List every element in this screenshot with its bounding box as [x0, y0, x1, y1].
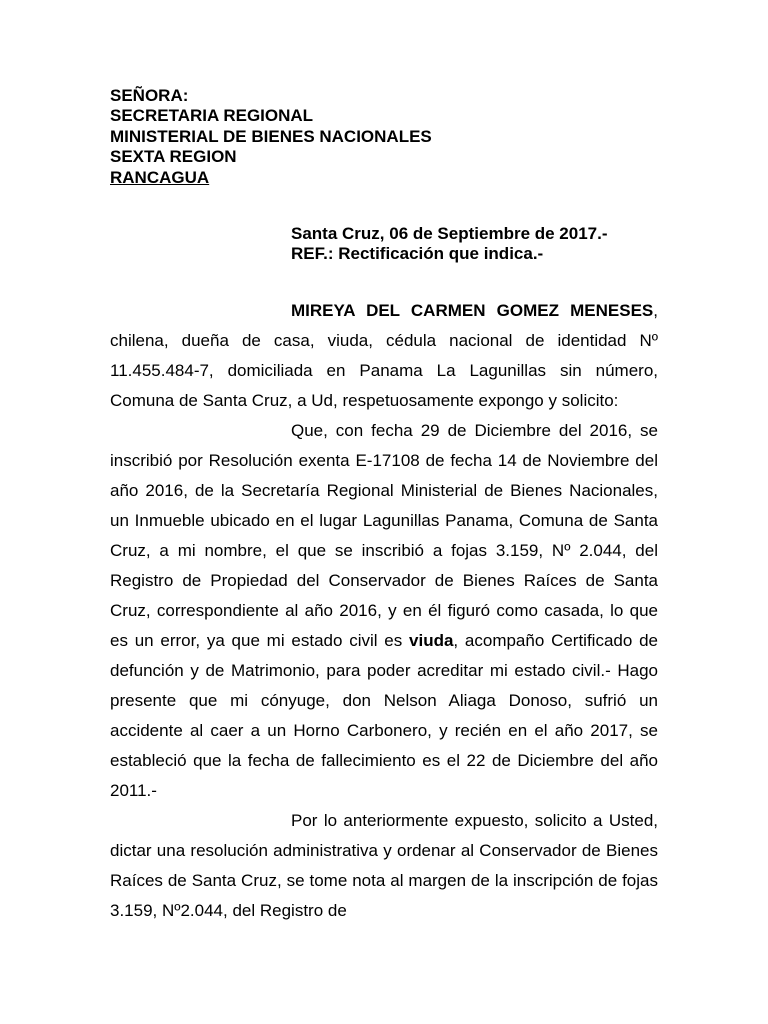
civil-status-word: viuda [409, 631, 454, 650]
addressee-title: SECRETARIA REGIONAL [110, 106, 314, 126]
addressee-city: RANCAGUA [110, 167, 210, 187]
ref-line: REF.: Rectificación que indica.- [291, 244, 544, 264]
paragraph-request-text: Por lo anteriormente expuesto, solicito a Usted, dictar una resolución administrativa y ordenar al Conservador de Bienes Raíces de Santa Cruz, se tome nota al margen de la inscripción de fojas 3.159, Nº2.044, del Registro de [110, 811, 658, 920]
applicant-name: MIREYA DEL CARMEN GOMEZ MENESES [291, 301, 654, 320]
paragraph-facts-text-after: , acompaño Certificado de defunción y de Matrimonio, para poder acreditar mi estado civil.- Hago presente que mi cónyuge, don Nelson Aliaga Donoso, sufrió un accidente al caer a un Horno Carbonero, y recién en el año 2017, se estableció que la fecha de fallecimiento es el 22 de Diciembre del año 2011.- [110, 631, 658, 800]
addressee-salutation: SEÑORA: [110, 86, 189, 105]
date-line: Santa Cruz, 06 de Septiembre de 2017.- [291, 224, 608, 243]
paragraph-request [110, 806, 658, 926]
addressee-region: SEXTA REGION [110, 147, 237, 167]
paragraph-facts-text-before: Que, con fecha 29 de Diciembre del 2016, se inscribió por Resolución exenta E-17108 de fecha 14 de Noviembre del año 2016, de la Secretaría Regional Ministerial de Bienes Nacionales, un Inmueble ubicado en el lugar Lagunillas Panama, Comuna de Santa Cruz, a mi nombre, el que se inscribió a fojas 3.159, Nº 2.044, del Registro de Propiedad del Conservador de Bienes Raíces de Santa Cruz, correspondiente al año 2016, y en él figuró como casada, lo que es un error, ya que mi estado civil es [110, 421, 658, 650]
letter-body [110, 296, 658, 926]
date-ref-block [291, 224, 608, 265]
paragraph-facts [110, 416, 658, 806]
paragraph-intro-text: , chilena, dueña de casa, viuda, cédula nacional de identidad Nº 11.455.484-7, domiciliada en Panama La Lagunillas sin número, Comuna de Santa Cruz, a Ud, respetuosamente expongo y solicito: [110, 301, 658, 410]
addressee-ministry: MINISTERIAL DE BIENES NACIONALES [110, 126, 432, 146]
addressee-block [110, 86, 432, 188]
paragraph-intro [110, 296, 658, 416]
